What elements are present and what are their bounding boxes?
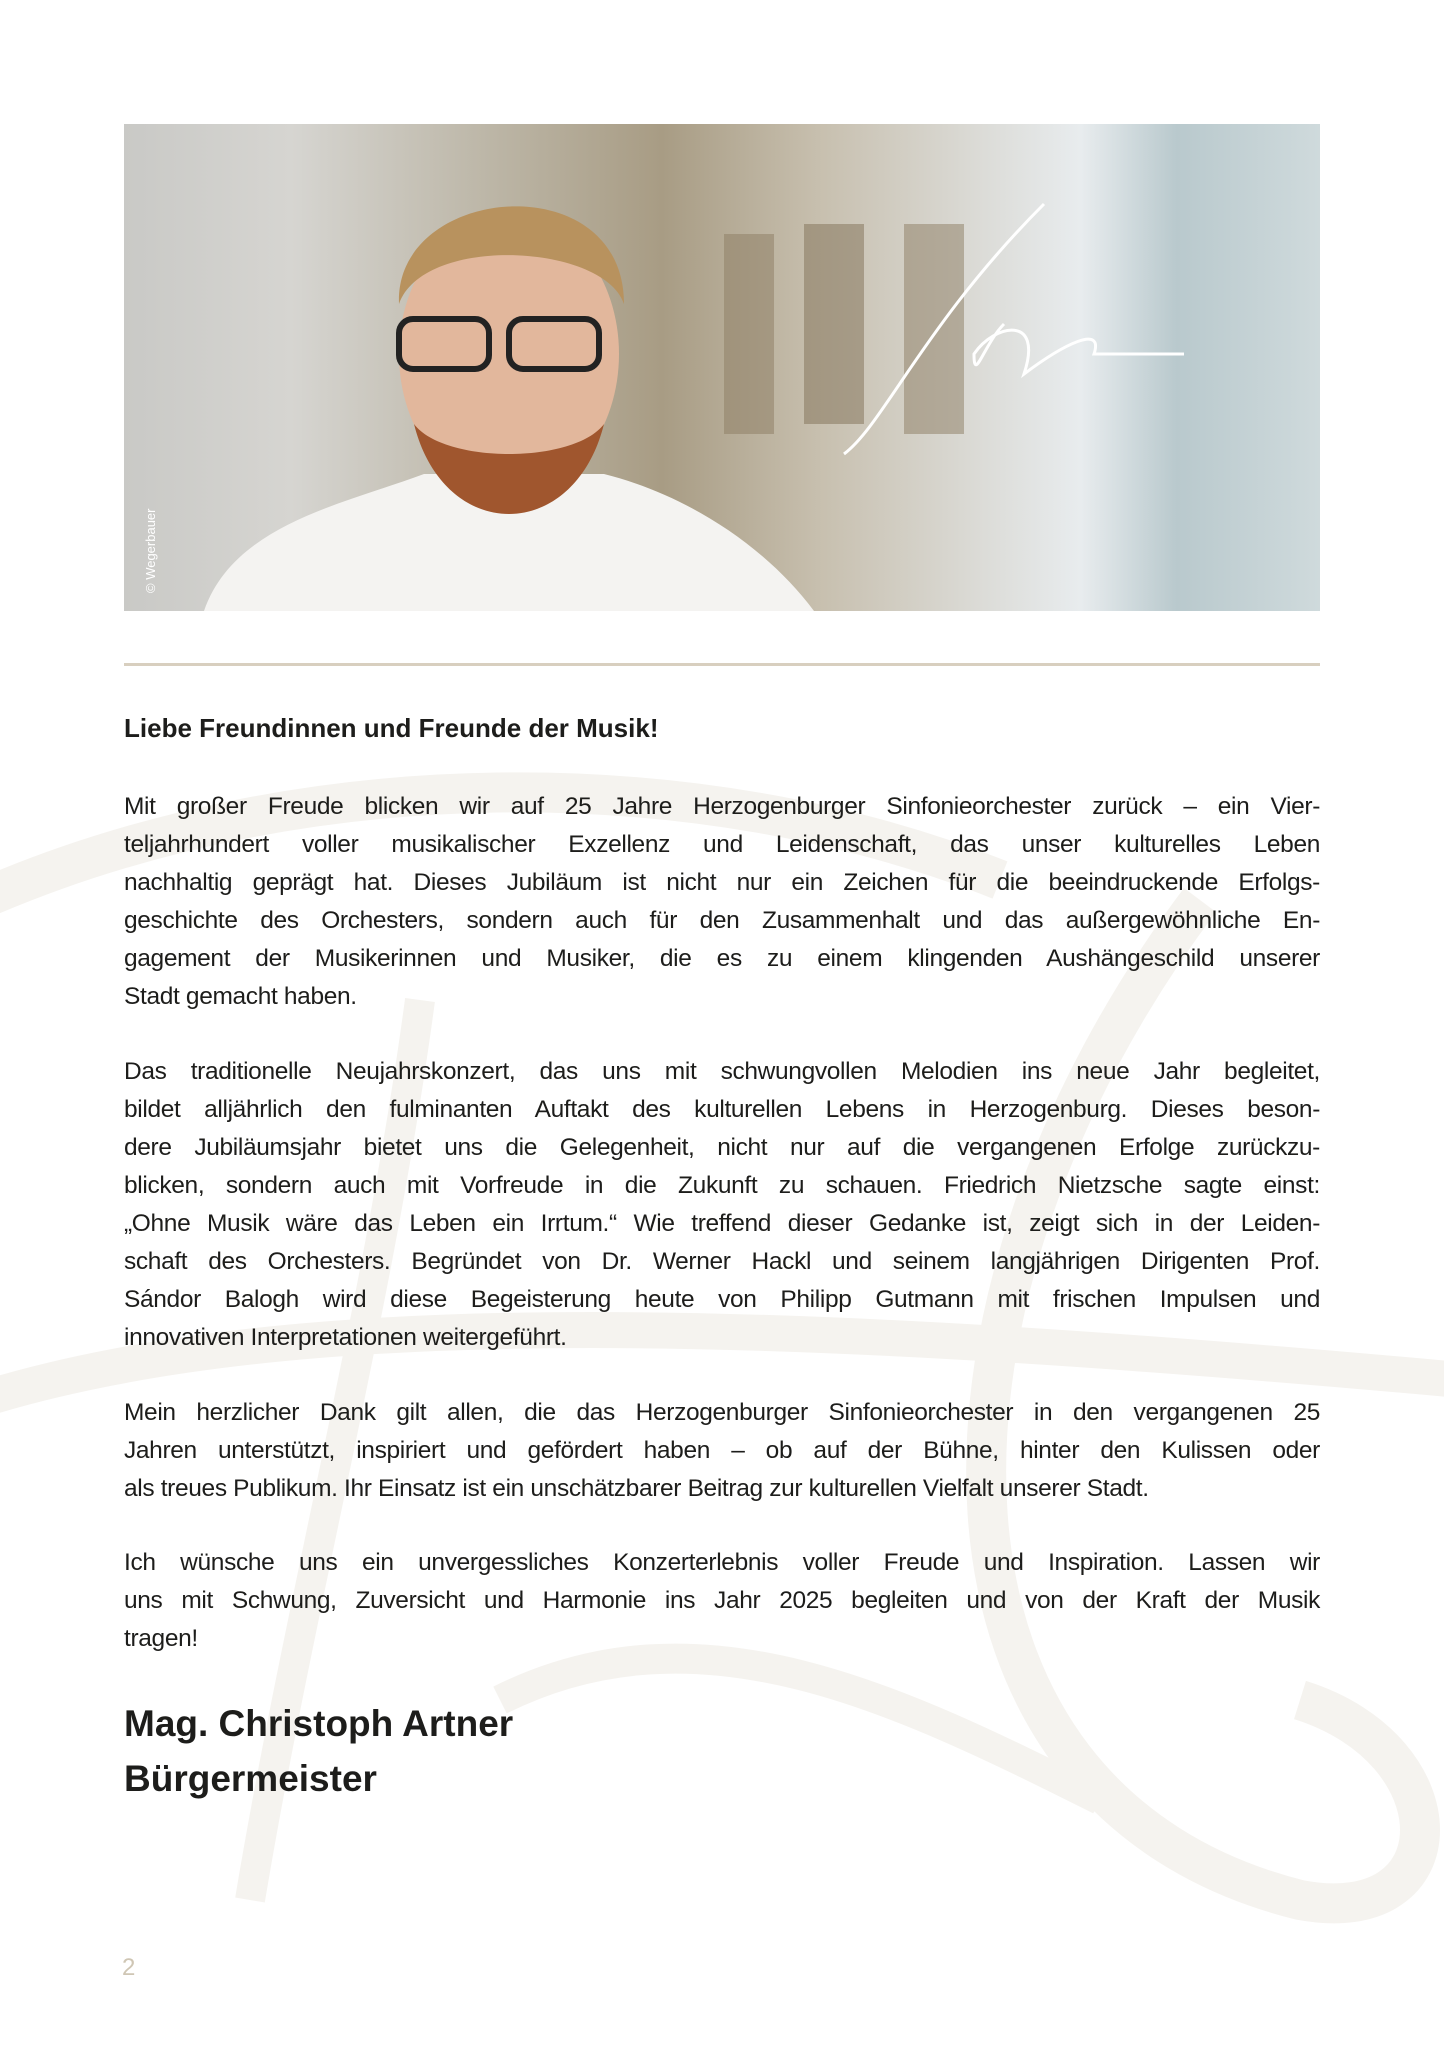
paragraph-line: tragen! bbox=[124, 1625, 198, 1652]
paragraph-line: geschichte des Orchesters, sondern auch für den Zusammenhalt und das außergewöhnliche En- bbox=[124, 907, 1320, 934]
body-paragraph bbox=[124, 1544, 1320, 1658]
portrait-photo bbox=[124, 124, 1320, 611]
divider bbox=[124, 663, 1320, 666]
photo-credit: © Wegerbauer bbox=[143, 508, 158, 593]
body-paragraph bbox=[124, 1394, 1320, 1508]
signature-title: Bürgermeister bbox=[124, 1758, 377, 1799]
paragraph-line: blicken, sondern auch mit Vorfreude in die Zukunft zu schauen. Friedrich Nietzsche sagte einst: bbox=[124, 1172, 1320, 1199]
paragraph-line: Stadt gemacht haben. bbox=[124, 983, 357, 1010]
paragraph-line: innovativen Interpretationen weitergeführt. bbox=[124, 1324, 567, 1351]
paragraph-line: gagement der Musikerinnen und Musiker, die es zu einem klingenden Aushängeschild unserer bbox=[124, 945, 1320, 972]
paragraph-line: „Ohne Musik wäre das Leben ein Irrtum.“ Wie treffend dieser Gedanke ist, zeigt sich in der Leiden- bbox=[124, 1210, 1320, 1237]
signature-name: Mag. Christoph Artner bbox=[124, 1703, 514, 1744]
paragraph-line: als treues Publikum. Ihr Einsatz ist ein unschätzbarer Beitrag zur kulturellen Vielfalt unserer Stadt. bbox=[124, 1475, 1149, 1502]
paragraph-line: bildet alljährlich den fulminanten Auftakt des kulturellen Lebens in Herzogenburg. Dieses beson- bbox=[124, 1096, 1320, 1123]
paragraph-line: Mit großer Freude blicken wir auf 25 Jahre Herzogenburger Sinfonieorchester zurück – ein Vier- bbox=[124, 793, 1320, 820]
page-number: 2 bbox=[122, 1954, 136, 1981]
paragraph-line: uns mit Schwung, Zuversicht und Harmonie ins Jahr 2025 begleiten und von der Kraft der Musik bbox=[124, 1587, 1320, 1614]
paragraph-line: Mein herzlicher Dank gilt allen, die das Herzogenburger Sinfonieorchester in den vergangenen 25 bbox=[124, 1399, 1320, 1426]
portrait-illustration bbox=[124, 124, 1320, 611]
body-paragraph bbox=[124, 788, 1320, 1016]
paragraph-line: Ich wünsche uns ein unvergessliches Konzerterlebnis voller Freude und Inspiration. Lassen wir bbox=[124, 1549, 1320, 1576]
body-paragraph bbox=[124, 1053, 1320, 1357]
paragraph-line: Das traditionelle Neujahrskonzert, das uns mit schwungvollen Melodien ins neue Jahr begleitet, bbox=[124, 1058, 1320, 1085]
paragraph-line: teljahrhundert voller musikalischer Exzellenz und Leidenschaft, das unser kulturelles Leben bbox=[124, 831, 1320, 858]
paragraph-line: nachhaltig geprägt hat. Dieses Jubiläum ist nicht nur ein Zeichen für die beeindruckende Erfolgs- bbox=[124, 869, 1320, 896]
paragraph-line: Jahren unterstützt, inspiriert und gefördert haben – ob auf der Bühne, hinter den Kulissen oder bbox=[124, 1437, 1320, 1464]
paragraph-line: Sándor Balogh wird diese Begeisterung heute von Philipp Gutmann mit frischen Impulsen und bbox=[124, 1286, 1320, 1313]
paragraph-line: dere Jubiläumsjahr bietet uns die Gelegenheit, nicht nur auf die vergangenen Erfolge zurückzu- bbox=[124, 1134, 1320, 1161]
paragraph-line: schaft des Orchesters. Begründet von Dr. Werner Hackl und seinem langjährigen Dirigenten Prof. bbox=[124, 1248, 1320, 1275]
greeting-heading: Liebe Freundinnen und Freunde der Musik! bbox=[124, 713, 659, 743]
